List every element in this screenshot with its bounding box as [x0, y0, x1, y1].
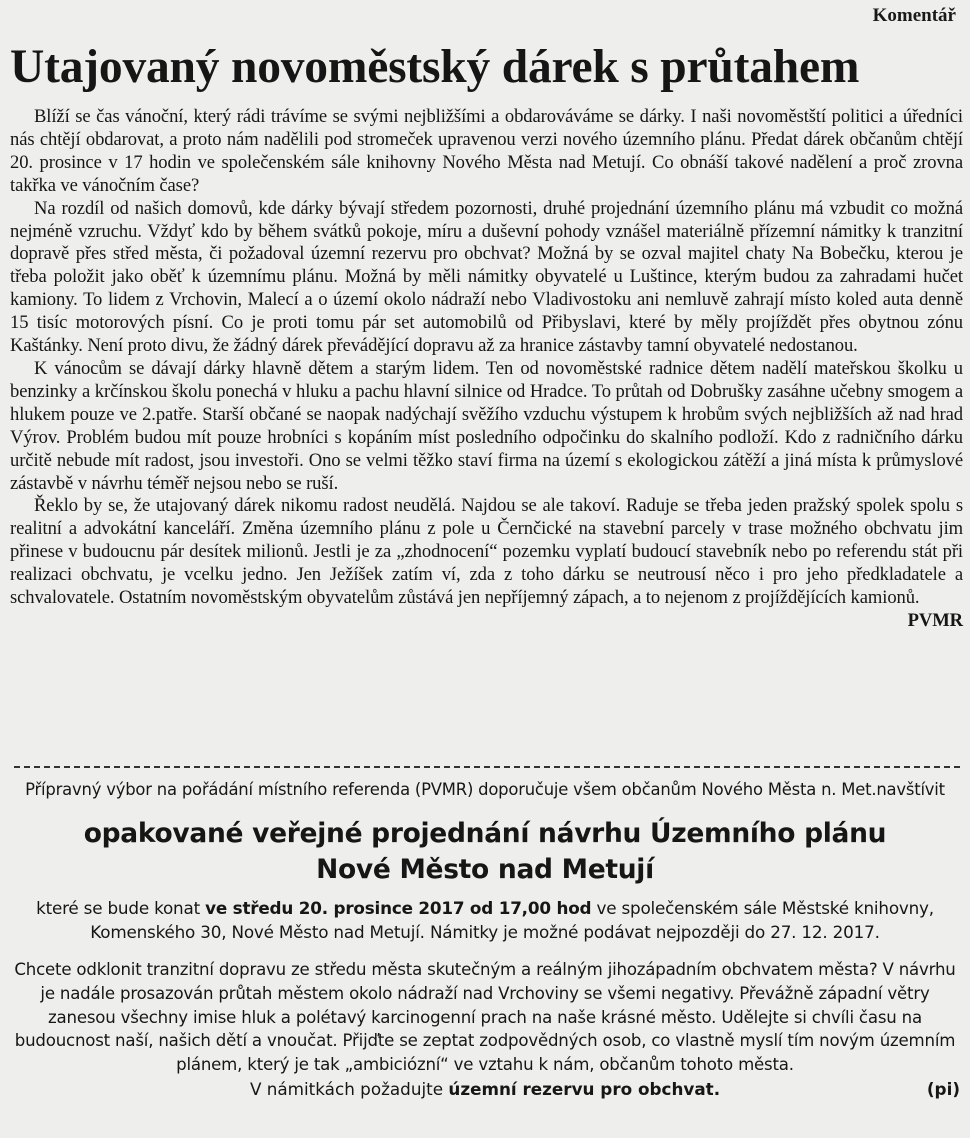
- details-post: ve společenském sále Městské knihovny, Komenského 30, Nové Město nad Metují. Námitky je možné podávat nejpozději do 27. 12. 2017.: [90, 898, 934, 942]
- notice-closing: [0, 1077, 970, 1101]
- article-paragraph: Blíží se čas vánoční, který rádi trávíme se svými nejbližšími a obdarováváme se dárky. I naši novoměstští politici a úředníci nás chtějí obdarovat, a proto nám nadělili pod stromeček upravenou verzi nového územního plánu. Předat dárek občanům chtějí 20. prosince v 17 hodin ve společenském sále knihovny Nového Města nad Metují. Co obnáší takové nadělení a proč zrovna takřka ve vánočním čase?: [10, 106, 963, 196]
- notice-intro: Přípravný výbor na pořádání místního referenda (PVMR) doporučuje všem občanům Nového Města n. Met.navštívit: [25, 780, 945, 799]
- notice-title: [0, 816, 970, 888]
- article-paragraph: Řeklo by se, že utajovaný dárek nikomu radost neudělá. Najdou se ale takoví. Raduje se třeba jeden pražský spolek spolu s realitní a advokátní kanceláří. Změna územního plánu z pole u Černčické na stavební parcely v trase možného obchvatu jim přinese v budoucnu pár desítek milionů. Jestli je za „zhodnocení“ pozemku vyplatí budoucí stavebník nebo po referendu stát při realizaci obchvatu, je vcelku jedno. Jen Ježíšek zatím ví, zda z toho dárku se neutrousí něco i pro jeho předkladatele a schvalovatele. Ostatním novoměstským obyvatelům zůstává jen nepříjemný zápach, a to nejenom z projíždějících kamionů.: [10, 495, 963, 609]
- notice-title-line1: opakované veřejné projednání návrhu Územního plánu: [83, 818, 887, 849]
- dashed-divider: [14, 766, 960, 768]
- article-paragraph: K vánocům se dávají dárky hlavně dětem a starým lidem. Ten od novoměstské radnice dětem nadělí mateřskou školku u benzinky a krčínskou školu ponechá v hluku a pachu hlavní silnice od Hradce. To průtah od Dobrušky zasáhne učebny smogem a hlukem pouze ve 2.patře. Starší občané se naopak nadýchají svěžího vzduchu výstupem k hrobům svých nejbližších až nad hrad Výrov. Problém budou mít pouze hrobníci s kopáním míst posledního odpočinku do skalního podloží. Kdo z radničního dárku určitě nebude mít radost, jsou investoři. Ono se velmi těžko staví firma na území s ekologickou zátěží a jiná místa k průmyslové zástavbě v návrhu téměř nejsou nebo se ruší.: [10, 357, 963, 494]
- details-date: ve středu 20. prosince 2017 od 17,00 hod: [205, 898, 592, 918]
- article-headline: Utajovaný novoměstský dárek s průtahem: [10, 41, 860, 93]
- article-body: [10, 106, 963, 633]
- article-signature: PVMR: [907, 609, 963, 631]
- details-pre: které se bude konat: [36, 898, 206, 918]
- notice-author: (pi): [926, 1078, 960, 1099]
- notice-appeal: Chcete odklonit tranzitní dopravu ze středu města skutečným a reálným jihozápadním obchvatem města? V návrhu je nadále prosazován průtah městem okolo nádraží nad Vrchoviny se všemi negativy. Převážně západní větry zanesou všechny imise hluk a polétavý karcinogenní prach na naše krásné město. Udělejte si chvíli času na budoucnost naší, našich dětí a vnoučat. Přijďte se zeptat zodpovědných osob, co vlastně myslí tím novým územním plánem, který je tak „ambiciózní“ ve vztahu k nám, občanům tohoto města.: [14, 960, 956, 1075]
- notice-title-line2: Nové Město nad Metují: [316, 854, 654, 885]
- closing-demand: územní rezervu pro obchvat.: [448, 1078, 721, 1099]
- closing-pre: V námitkách požadujte: [249, 1078, 449, 1099]
- article-paragraph: Na rozdíl od našich domovů, kde dárky bývají středem pozornosti, druhé projednání územního plánu má vzbudit co možná nejméně vzruchu. Vždyť kdo by během svátků pokoje, míru a duševní pohody vznášel materiálně přízemní námitky k tranzitní dopravě přes střed města, či požadoval územní rezervu pro obchvat? Možná by se ozval majitel chaty Na Bobečku, kterou je třeba položit jako oběť k územnímu plánu. Možná by měli námitky obyvatelé u Luštince, kterým budou za zahradami hučet kamiony. To lidem z Vrchovin, Malecí a o území okolo nádraží nebo Vladivostoku ani nemluvě zahrají místo koled auta denně 15 tisíc motorových písní. Co je proti tomu pár set automobilů od Přibyslavi, které by měly projíždět přes obytnou zónu Kaštánky. Není proto divu, že žádný dárek převádějící dopravu až za hranice zástavby tamní obyvatelé nedostanou.: [10, 197, 963, 357]
- event-notice: [0, 778, 970, 1101]
- section-label: Komentář: [872, 5, 956, 26]
- notice-details: [0, 896, 970, 944]
